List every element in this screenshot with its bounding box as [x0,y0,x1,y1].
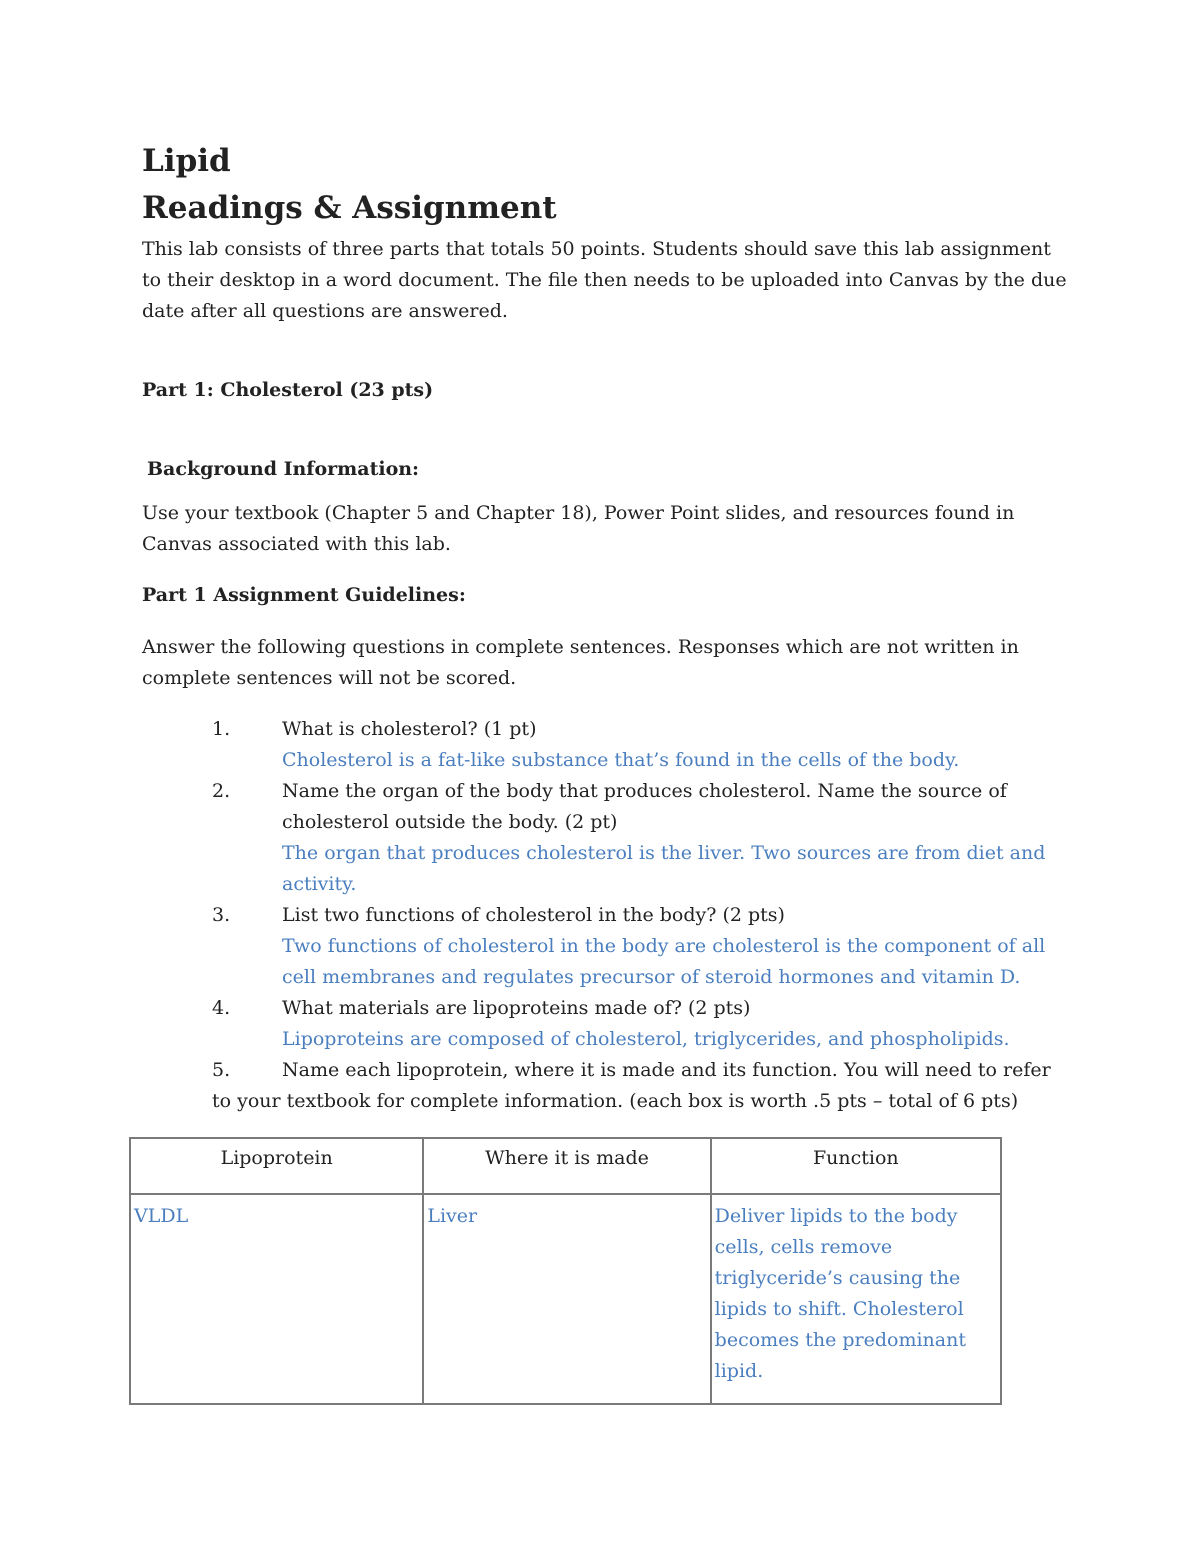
question-5 [212,1055,1072,1117]
question-4-number: 4. [212,997,231,1019]
question-5-text: Name each lipoprotein, where it is made and its function. You will need to refer to your textbook for complete information. (each box is worth .5 pts – total of 6 pts) [212,1059,1051,1112]
table-header-cell: Where it is made [423,1138,710,1194]
table-cell: Liver [423,1194,710,1404]
background-paragraph: Use your textbook (Chapter 5 and Chapter 18), Power Point slides, and resources found in Canvas associated with this lab. [142,502,1015,555]
question-2-number: 2. [212,780,231,802]
document-subtitle: Readings & Assignment [142,190,557,226]
table-cell: Deliver lipids to the body cells, cells remove triglyceride’s causing the lipids to shift. Cholesterol becomes the predominant lipid. [711,1194,1001,1404]
question-4-text: What materials are lipoproteins made of? (2 pts) [282,997,751,1019]
question-3-number: 3. [212,904,231,926]
table-header-cell: Lipoprotein [130,1138,423,1194]
part1-heading: Part 1: Cholesterol (23 pts) [142,379,434,401]
table-header-cell: Function [711,1138,1001,1194]
guidelines-paragraph: Answer the following questions in complete sentences. Responses which are not written in complete sentences will not be scored. [142,636,1019,689]
document-title: Lipid [142,143,231,179]
table-row [130,1194,1001,1404]
intro-paragraph: This lab consists of three parts that totals 50 points. Students should save this lab assignment to their desktop in a word document. The file then needs to be uploaded into Canvas by the due date after all questions are answered. [142,238,1067,322]
question-3-answer: Two functions of cholesterol in the body are cholesterol is the component of all cell membranes and regulates precursor of steroid hormones and vitamin D. [282,935,1046,988]
background-heading: Background Information: [147,458,420,480]
question-1-text: What is cholesterol? (1 pt) [282,718,537,740]
question-5-number: 5. [212,1059,231,1081]
question-1-answer: Cholesterol is a fat-like substance that’s found in the cells of the body. [282,749,960,771]
table-cell: VLDL [130,1194,423,1404]
question-4-answer: Lipoproteins are composed of cholesterol, triglycerides, and phospholipids. [282,1028,1010,1050]
guidelines-heading: Part 1 Assignment Guidelines: [142,584,466,606]
question-3-text: List two functions of cholesterol in the body? (2 pts) [282,904,785,926]
question-2-text: Name the organ of the body that produces cholesterol. Name the source of cholesterol outside the body. (2 pt) [282,780,1007,833]
question-1-number: 1. [212,718,231,740]
table-header-row [130,1138,1001,1194]
question-2-answer: The organ that produces cholesterol is the liver. Two sources are from diet and activity. [282,842,1046,895]
lipoprotein-table [129,1137,1002,1405]
